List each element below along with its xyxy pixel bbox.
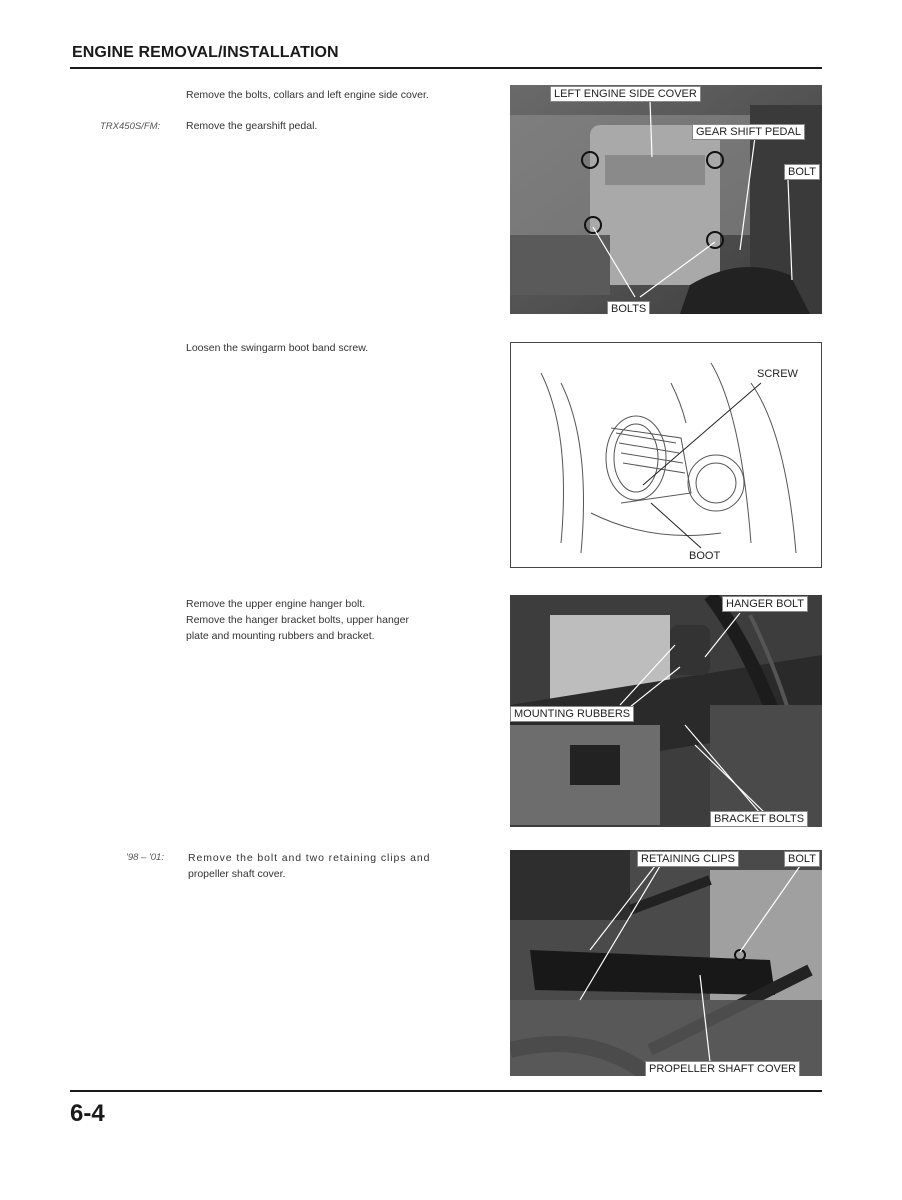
step2-text: Loosen the swingarm boot band screw. (186, 342, 369, 354)
page-title: ENGINE REMOVAL/INSTALLATION (72, 44, 339, 61)
label-boot: BOOT (689, 550, 721, 562)
label-bracket-bolts: BRACKET BOLTS (710, 811, 808, 827)
step4-note-label: '98 – '01: (126, 852, 164, 863)
label-bolt-2: BOLT (784, 851, 820, 867)
label-gear-shift-pedal: GEAR SHIFT PEDAL (692, 124, 805, 140)
header-rule (70, 67, 822, 69)
step1-text: Remove the bolts, collars and left engine side cover. (186, 89, 429, 101)
photo-propeller-shaft-cover (510, 850, 822, 1076)
label-retaining-clips: RETAINING CLIPS (637, 851, 739, 867)
footer-rule (70, 1090, 822, 1092)
label-hanger-bolt: HANGER BOLT (722, 596, 808, 612)
step3-line3: plate and mounting rubbers and bracket. (186, 630, 375, 642)
step1-note-label: TRX450S/FM: (100, 121, 161, 132)
photo-engine-side-cover (510, 85, 822, 314)
page-number: 6-4 (70, 1100, 105, 1127)
step4-line1: Remove the bolt and two retaining clips and (188, 852, 431, 864)
drawing-swingarm-boot (510, 342, 822, 568)
label-left-engine-side-cover: LEFT ENGINE SIDE COVER (550, 86, 701, 102)
step1-note-text: Remove the gearshift pedal. (186, 120, 318, 132)
photo-propeller-shaft-cover-art (510, 850, 822, 1076)
step3-line1: Remove the upper engine hanger bolt. (186, 598, 366, 610)
photo-engine-side-cover-art (510, 85, 822, 314)
label-screw: SCREW (757, 368, 798, 380)
step3-line2: Remove the hanger bracket bolts, upper hanger (186, 614, 409, 626)
label-mounting-rubbers: MOUNTING RUBBERS (510, 706, 634, 722)
label-propeller-shaft-cover: PROPELLER SHAFT COVER (645, 1061, 800, 1076)
step4-line2: propeller shaft cover. (188, 868, 286, 880)
photo-hanger-bolt (510, 595, 822, 827)
label-bolts: BOLTS (607, 301, 650, 314)
label-bolt: BOLT (784, 164, 820, 180)
